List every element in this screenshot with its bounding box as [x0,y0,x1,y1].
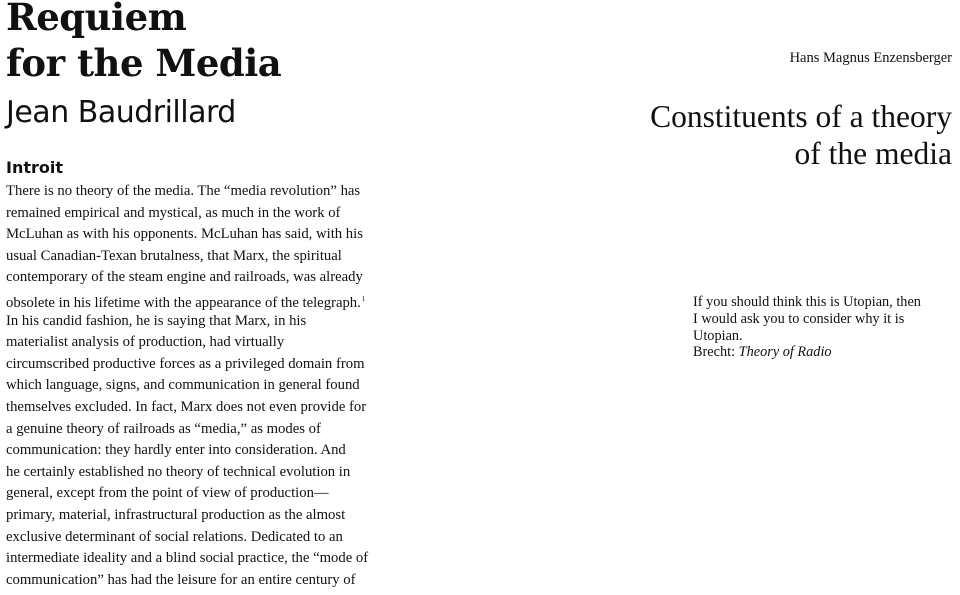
epigraph [693,294,921,361]
epigraph-line: Utopian. [693,327,743,344]
body-line: In his candid fashion, he is saying that Marx, in his [6,312,307,329]
body-line: themselves excluded. In fact, Marx does not even provide for [6,398,367,415]
epigraph-source-work: Theory of Radio [738,344,832,361]
body-line: materialist analysis of production, had virtually [6,334,285,351]
body-line: contemporary of the steam engine and railroads, was already [6,269,363,286]
body-line: intermediate ideality and a blind social practice, the “mode of [6,550,369,567]
section-heading: Introit [6,158,64,177]
right-title-line-2: of the media [794,136,952,171]
body-line: exclusive determinant of social relations. Dedicated to an [6,528,343,545]
body-line: circumscribed productive forces as a privileged domain from [6,355,365,372]
body-line-with-footnote [6,289,406,311]
body-line: a genuine theory of railroads as “media,” as modes of [6,420,321,437]
body-line: communication” has had the leisure for an entire century of [6,571,356,588]
epigraph-source-author: Brecht: [693,344,739,361]
body-line: McLuhan as with his opponents. McLuhan has said, with his [6,226,363,243]
title-line-2: for the Media [6,41,282,85]
body-line: he certainly established no theory of technical evolution in [6,463,351,480]
body-line: remained empirical and mystical, as much in the work of [6,204,341,221]
right-author-name: Hans Magnus Enzensberger [789,50,952,66]
right-page [560,0,956,595]
body-line: communication: they hardly enter into consideration. And [6,442,346,459]
footnote-marker[interactable]: 1 [361,294,366,303]
title-line-1: Requiem [6,0,187,39]
body-line-text: obsolete in his lifetime with the appearance of the telegraph. [6,294,361,311]
epigraph-line: If you should think this is Utopian, then [693,294,921,310]
body-line: primary, material, infrastructural production as the almost [6,506,346,523]
body-line: usual Canadian-Texan brutalness, that Marx, the spiritual [6,247,342,264]
epigraph-source [693,344,921,361]
epigraph-line: I would ask you to consider why it is [693,310,905,327]
author-name: Jean Baudrillard [6,95,236,130]
right-title-line-1: Constituents of a theory [650,99,952,134]
body-line: general, except from the point of view of production— [6,485,329,502]
left-page [6,0,406,595]
article-title [6,0,281,86]
body-line: which language, signs, and communication in general found [6,377,360,394]
right-article-title [650,98,952,172]
body-paragraph [6,181,406,591]
body-line: There is no theory of the media. The “media revolution” has [6,183,361,199]
